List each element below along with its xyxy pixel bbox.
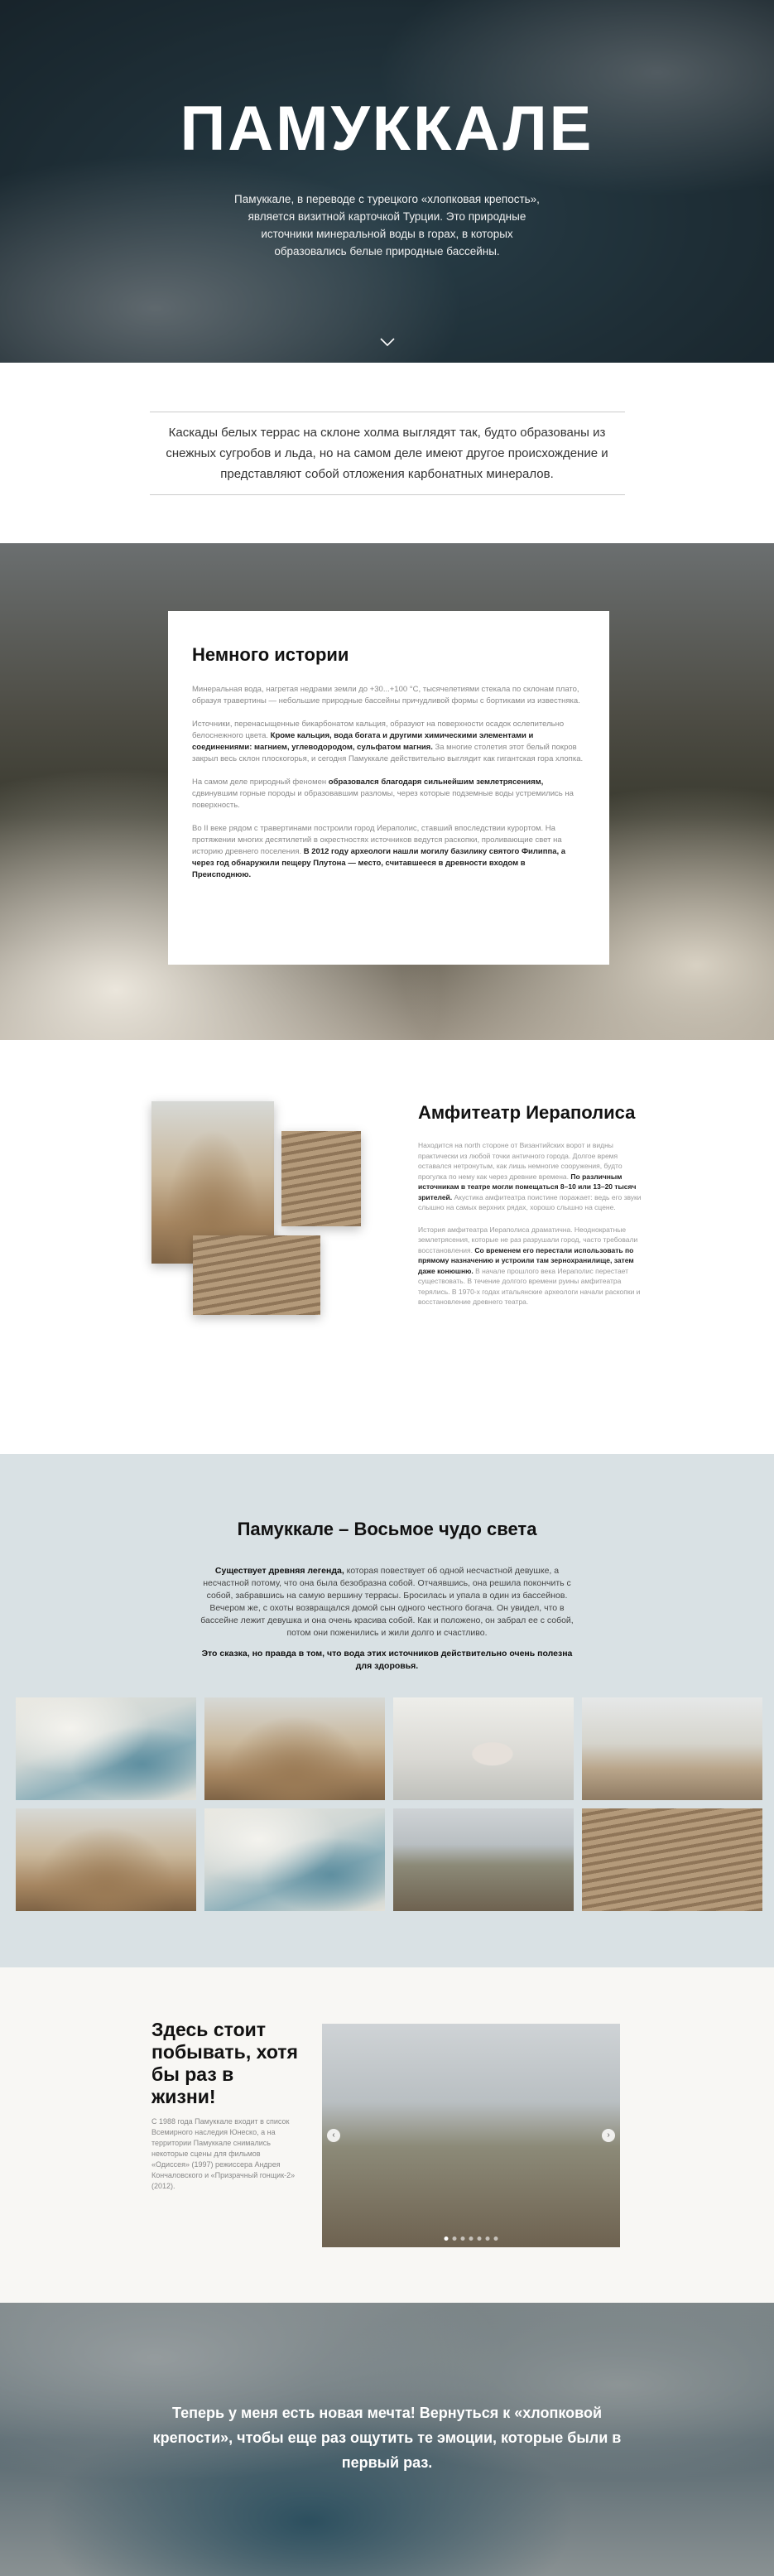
history-card xyxy=(168,611,609,965)
hero-section xyxy=(0,0,774,363)
amphitheatre-section xyxy=(0,1040,774,1454)
history-paragraph: Источники, перенасыщенные бикарбонатом кальция, образуют на поверхности осадок ослепительно белоснежного цвета. Кроме кальция, вода богата и другими химическими элементами и соединениями: магнием, углеводородом, сульфатом магния. За многие столетия этот белый покров закрыл весь склон плоскогорья, и сегодня Памуккале действительно выглядит как гигантская гора хлопка. xyxy=(192,720,584,763)
history-title: Немного истории xyxy=(192,644,349,665)
amphitheatre-paragraph: Находится на north стороне от Византийских ворот и видны практически из любой точки античного города. Долгое время оставался нетронутым, как лишь немногие сооружения, будто прогулка по нему как через древние времена. По различным источникам в театре могли помещаться 8–10 или 13–20 тысяч зрителей. Акустика амфитеатра поистине поражает: ведь его звуки слышно на самых верхних рядах, хорошо слышно на сцене. xyxy=(418,1141,642,1211)
wonder-title: Памуккале – Восьмое чудо света xyxy=(237,1519,537,1539)
slider-dot[interactable] xyxy=(469,2237,474,2241)
finale-section xyxy=(0,2303,774,2576)
finale-text: Теперь у меня есть новая мечта! Вернуться к «хлопковой крепости», чтобы еще раз ощутить те эмоции, которые были в первый раз. xyxy=(152,2405,622,2471)
slider-dot[interactable] xyxy=(478,2237,482,2241)
wonder-note: Это сказка, но правда в том, что вода этих источников действительно очень полезна для здоровья. xyxy=(201,1649,573,1671)
gallery-photo[interactable] xyxy=(393,1808,574,1911)
amphitheatre-photo-3 xyxy=(193,1235,320,1315)
chevron-right-icon[interactable]: › xyxy=(602,2129,615,2142)
photo-gallery xyxy=(0,1697,774,1911)
gallery-photo[interactable] xyxy=(393,1697,574,1800)
history-section xyxy=(0,543,774,1040)
visit-paragraph: С 1988 года Памуккале входит в список Всемирного наследия Юнеско, а на территории Памуккале снимались некоторые сцены для фильмов «Одиссея» (1997) режиссера Андрея Кончаловского и «Призрачный гонщик-2» (2012). xyxy=(151,2117,296,2190)
slider-dot[interactable] xyxy=(486,2237,490,2241)
wonder-section xyxy=(0,1454,774,1967)
amphitheatre-paragraph: История амфитеатра Иераполиса драматична. Неоднократные землетрясения, которые не раз разрушали город, часто требовали восстановления. Со временем его перестали использовать по прямому назначению и устроили там зернохранилище, затем даже конюшню. В начале прошлого века Иераполис перестает существовать. В течение долгого времени руины амфитеатра терялись. В 1970-х годах итальянские археологи начали раскопки и восстановление древнего театра. xyxy=(418,1225,641,1306)
history-paragraph: Минеральная вода, нагретая недрами земли до +30...+100 °C, тысячелетиями стекала по склонам плато, образуя травертины — небольшие природные бассейны причудливой формы с бортиками из известняка. xyxy=(192,685,580,705)
slider-dot[interactable] xyxy=(445,2237,449,2241)
amphitheatre-photo-2 xyxy=(281,1131,361,1226)
gallery-photo[interactable] xyxy=(582,1808,762,1911)
intro-text: Каскады белых террас на склоне холма выглядят так, будто образованы из снежных сугробов и льда, но на самом деле имеют другое происхождение и представляют собой отложения карбонатных минералов. xyxy=(150,412,625,495)
photo-slider[interactable] xyxy=(322,2024,620,2247)
amphitheatre-text xyxy=(418,1101,650,1307)
wonder-text: Существует древняя легенда, которая повествует об одной несчастной девушке, а несчастной потому, что она была безобразна собой. Отчаявшись, она решила покончить с собой, забравшись на самую вершину террасы. Бросилась и упала в один из бассейнов. Вечером же, с охоты возвращался домой сын одного честного богача. Он увидел, что в бассейне лежит девушка и она очень красива собой. Как и положено, он забрал ее с собой, потом они поженились и жили долго и счастливо. xyxy=(200,1566,574,1638)
gallery-photo[interactable] xyxy=(16,1808,196,1911)
visit-section xyxy=(0,1967,774,2303)
gallery-photo[interactable] xyxy=(204,1697,385,1800)
slider-dot[interactable] xyxy=(461,2237,465,2241)
intro-section xyxy=(0,363,774,543)
slider-dots xyxy=(445,2237,498,2241)
slider-dot[interactable] xyxy=(494,2237,498,2241)
amphitheatre-title: Амфитеатр Иераполиса xyxy=(418,1102,636,1123)
gallery-photo[interactable] xyxy=(16,1697,196,1800)
chevron-left-icon[interactable]: ‹ xyxy=(327,2129,340,2142)
gallery-photo[interactable] xyxy=(582,1697,762,1800)
gallery-photo[interactable] xyxy=(204,1808,385,1911)
slider-dot[interactable] xyxy=(453,2237,457,2241)
chevron-down-icon[interactable] xyxy=(379,333,396,352)
visit-text xyxy=(151,2019,300,2192)
hero-title: ПАМУККАЛЕ xyxy=(180,94,594,164)
history-paragraph: Во II веке рядом с травертинами построили город Иераполис, ставший впоследствии курортом. На протяжении многих десятилетий в окрестностях источников ведутся раскопки, проливающие свет на историю древнего поселения. В 2012 году археологи нашли могилу базилику святого Филиппа, а через год обнаружили пещеру Плутона — место, считавшееся в древности входом в Преисподнюю. xyxy=(192,824,566,879)
hero-subtitle: Памуккале, в переводе с турецкого «хлопковая крепость», является визитной карточкой Турции. Это природные источники минеральной воды в горах, в которых образовались белые природные бассейны. xyxy=(234,193,540,258)
visit-title: Здесь стоит побывать, хотя бы раз в жизни! xyxy=(151,2019,298,2107)
history-paragraph: На самом деле природный феномен образовался благодаря сильнейшим землетрясениям, сдвинувшим горные породы и образовавшим разломы, через которые подземные воды устремились на поверхность. xyxy=(192,778,574,810)
